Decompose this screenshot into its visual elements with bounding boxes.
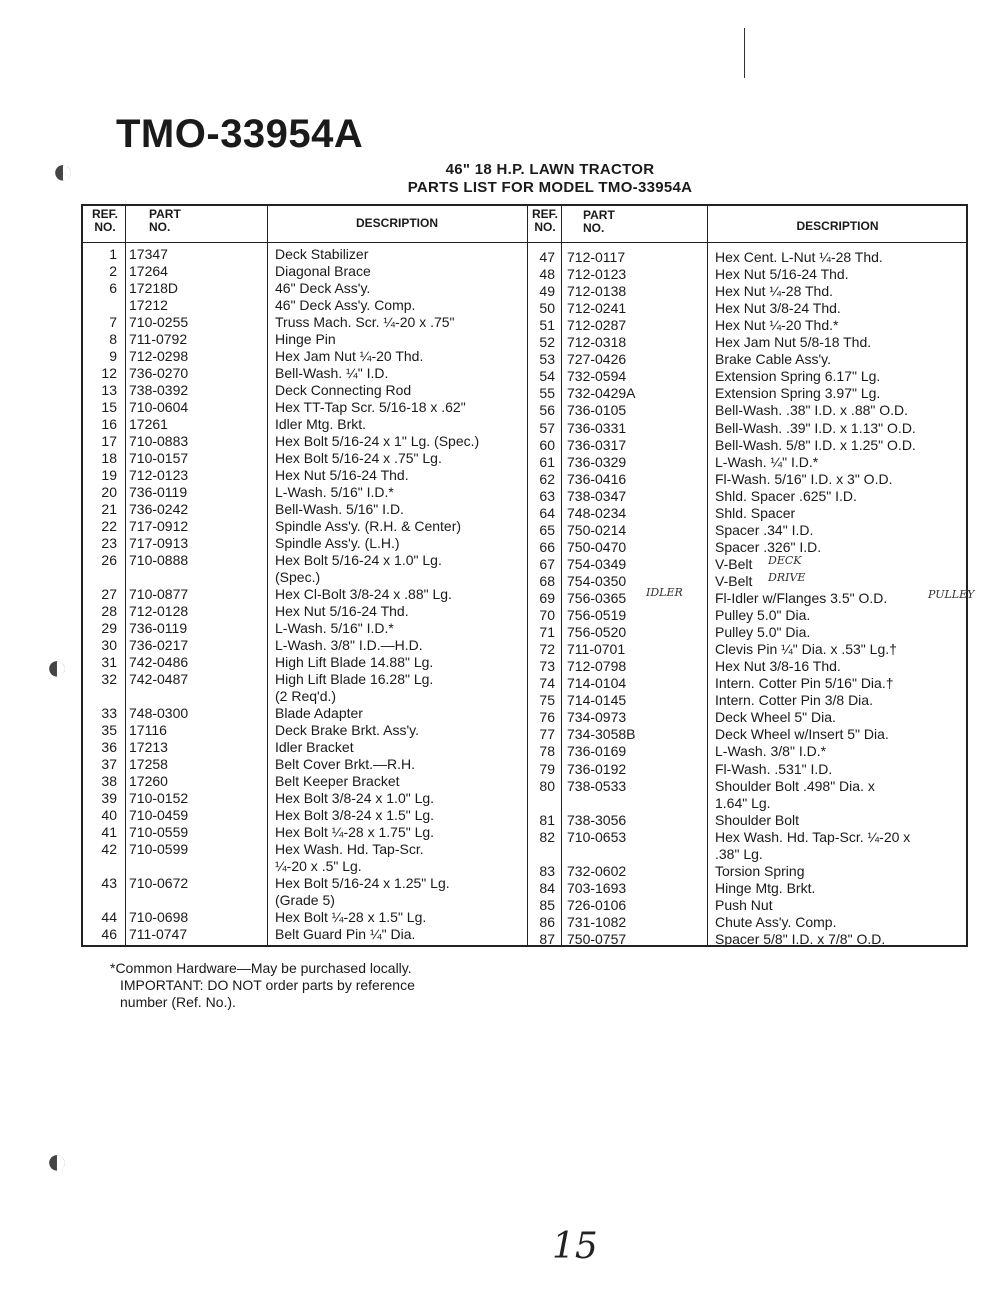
part-number: 726-0106	[567, 896, 627, 913]
ref-number: 52	[539, 334, 555, 351]
part-description: Chute Ass'y. Comp.	[715, 913, 837, 930]
part-description: Fl-Idler w/Flanges 3.5" O.D.	[715, 590, 888, 606]
part-description: Deck Connecting Rod	[275, 382, 412, 398]
header-ref-right: REF. NO.	[531, 207, 558, 234]
part-number: 17218D	[129, 280, 179, 296]
table-row	[83, 914, 963, 931]
part-number: 712-0798	[567, 658, 627, 675]
ref-number: 55	[539, 385, 555, 402]
ref-number: 15	[101, 399, 117, 415]
footnote-line: *Common Hardware—May be purchased locally.	[110, 960, 412, 976]
ref-number: 40	[101, 807, 117, 823]
part-number: 742-0486	[129, 654, 189, 670]
part-description: Idler Mtg. Brkt.	[275, 416, 367, 432]
parts-table	[81, 204, 968, 947]
part-number: 738-3056	[567, 811, 627, 828]
part-description: Belt Keeper Bracket	[275, 773, 400, 789]
table-row	[83, 675, 963, 692]
table-row	[83, 641, 963, 658]
ref-number: 19	[101, 467, 117, 483]
heading-line-1: 46" 18 H.P. LAWN TRACTOR	[445, 161, 655, 178]
part-number: 17260	[129, 773, 168, 789]
part-description: Truss Mach. Scr. ¼-20 x .75"	[275, 314, 455, 330]
part-number: 710-0698	[129, 909, 189, 925]
part-description: Hex Wash. Hd. Tap-Scr. ¼-20 x	[715, 828, 911, 845]
part-description: 1.64" Lg.	[715, 794, 771, 811]
ref-number: 67	[539, 555, 555, 572]
handwritten-page-number: 15	[552, 1226, 598, 1267]
part-description: Spindle Ass'y. (R.H. & Center)	[275, 518, 462, 534]
ref-number: 2	[109, 263, 117, 279]
ref-number: 7	[109, 314, 117, 330]
table-row	[83, 709, 963, 726]
part-description: Bell-Wash. 5/8" I.D. x 1.25" O.D.	[715, 436, 916, 453]
part-number: 756-0520	[567, 624, 627, 641]
part-description: High Lift Blade 16.28" Lg.	[275, 671, 434, 687]
ref-number: 78	[539, 743, 555, 760]
part-number: 717-0912	[129, 518, 189, 534]
table-row	[83, 863, 963, 880]
binder-hole-mark: ◐	[52, 150, 74, 191]
part-description: Push Nut	[715, 896, 773, 913]
ref-number: 21	[101, 501, 117, 517]
part-description: Fl-Wash. 5/16" I.D. x 3" O.D.	[715, 470, 893, 487]
part-number: 732-0594	[567, 368, 627, 385]
part-description: Idler Bracket	[275, 739, 354, 755]
part-number: 17212	[129, 297, 168, 313]
part-description: Diagonal Brace	[275, 263, 371, 279]
ref-number: 74	[539, 675, 555, 692]
ref-number: 71	[539, 624, 555, 641]
footnote-line: IMPORTANT: DO NOT order parts by reference	[120, 977, 415, 993]
part-number: 712-0318	[567, 334, 627, 351]
part-number: 717-0913	[129, 535, 189, 551]
ref-number: 46	[101, 926, 117, 942]
part-description: Extension Spring 6.17" Lg.	[715, 368, 881, 385]
ref-number: 9	[109, 348, 117, 364]
ref-number: 54	[539, 368, 555, 385]
part-description: Hex Bolt ¼-28 x 1.5" Lg.	[275, 909, 427, 925]
part-number: 17264	[129, 263, 168, 279]
part-number: 17213	[129, 739, 168, 755]
ref-number: 49	[539, 283, 555, 300]
ref-number: 37	[101, 756, 117, 772]
table-row	[83, 931, 963, 948]
ref-number: 77	[539, 726, 555, 743]
part-description: Hex Nut 3/8-24 Thd.	[715, 300, 841, 317]
part-number: 712-0128	[129, 603, 189, 619]
ref-number: 70	[539, 607, 555, 624]
part-description: Deck Wheel w/Insert 5" Dia.	[715, 726, 889, 743]
part-number: 17116	[129, 722, 167, 738]
ref-number: 51	[539, 317, 555, 334]
table-row	[83, 249, 963, 266]
ref-number: 81	[539, 811, 555, 828]
part-description: Hex Bolt 5/16-24 x 1.25" Lg.	[275, 875, 450, 891]
ref-number: 57	[539, 419, 555, 436]
ref-number: 39	[101, 790, 117, 806]
header-rule	[83, 242, 966, 243]
table-row	[83, 522, 963, 539]
table-row	[83, 454, 963, 471]
ref-number: 22	[101, 518, 117, 534]
part-description: Intern. Cotter Pin 3/8 Dia.	[715, 692, 873, 709]
ref-number: 60	[539, 436, 555, 453]
ref-number: 23	[101, 535, 117, 551]
ref-number: 66	[539, 538, 555, 555]
part-number: 710-0672	[129, 875, 189, 891]
ref-number: 83	[539, 862, 555, 879]
ref-number: 82	[539, 828, 555, 845]
table-row	[83, 334, 963, 351]
part-description: Belt Cover Brkt.—R.H.	[275, 756, 416, 772]
part-number: 736-0192	[567, 760, 627, 777]
table-row	[83, 743, 963, 760]
ref-number: 76	[539, 709, 555, 726]
part-number: 712-0117	[567, 249, 626, 265]
part-description: High Lift Blade 14.88" Lg.	[275, 654, 434, 670]
part-description: Brake Cable Ass'y.	[715, 351, 832, 368]
part-description: Pulley 5.0" Dia.	[715, 607, 811, 624]
part-description: Deck Brake Brkt. Ass'y.	[275, 722, 420, 738]
part-number: 736-0331	[567, 419, 627, 436]
footnotes	[110, 960, 415, 1011]
part-description: Hex Bolt 3/8-24 x 1.0" Lg.	[275, 790, 435, 806]
table-row	[83, 573, 963, 590]
part-number: 756-0519	[567, 607, 627, 624]
part-description: Hex Jam Nut ¼-20 Thd.	[275, 348, 424, 364]
part-number: 710-0599	[129, 841, 189, 857]
part-number: 736-0217	[129, 637, 189, 653]
ref-number: 85	[539, 896, 555, 913]
part-number: 750-0214	[567, 521, 627, 538]
part-number: 742-0487	[129, 671, 189, 687]
page-heading	[300, 161, 800, 197]
ref-number: 72	[539, 641, 555, 658]
ref-number: 53	[539, 351, 555, 368]
part-description: Shoulder Bolt	[715, 811, 800, 828]
ref-number: 38	[101, 773, 117, 789]
part-number: 732-0602	[567, 862, 627, 879]
handwritten-pulley: PULLEY	[928, 588, 975, 601]
ref-number: 64	[539, 504, 555, 521]
table-row	[83, 590, 963, 607]
ref-number: 69	[539, 590, 555, 606]
part-number: 732-0429A	[567, 385, 636, 402]
table-row	[83, 471, 963, 488]
part-description: Intern. Cotter Pin 5/16" Dia.†	[715, 675, 894, 692]
part-description: Spacer .34" I.D.	[715, 521, 814, 538]
handwritten-idler: IDLER	[646, 586, 683, 599]
part-number: 712-0287	[567, 317, 627, 334]
part-description: Belt Guard Pin ¼" Dia.	[275, 926, 416, 942]
part-number: 703-1693	[567, 879, 627, 896]
part-number: 712-0123	[567, 266, 627, 283]
footnote-line: number (Ref. No.).	[120, 994, 236, 1010]
part-description: Hinge Pin	[275, 331, 336, 347]
table-row	[83, 539, 963, 556]
table-row	[83, 812, 963, 829]
ref-number: 20	[101, 484, 117, 500]
table-row	[83, 437, 963, 454]
ref-number: 48	[539, 266, 555, 283]
header-part-left: PART NO.	[149, 207, 181, 234]
table-row	[83, 692, 963, 709]
part-description: Hex Nut 5/16-24 Thd.	[275, 467, 409, 483]
table-row	[83, 829, 963, 846]
part-description: V-Belt	[715, 555, 753, 572]
table-row	[83, 505, 963, 522]
ref-number: 73	[539, 658, 555, 675]
part-description: L-Wash. 3/8" I.D.—H.D.	[275, 637, 423, 653]
part-description: Hex Bolt ¼-28 x 1.75" Lg.	[275, 824, 435, 840]
part-description: Hex Bolt 5/16-24 x 1" Lg. (Spec.)	[275, 433, 480, 449]
ref-number: 8	[109, 331, 117, 347]
part-description: Hex Nut 3/8-16 Thd.	[715, 658, 841, 675]
part-description: Hex Nut ¼-28 Thd.	[715, 283, 834, 300]
part-number: 17258	[129, 756, 168, 772]
ref-number: 75	[539, 692, 555, 709]
header-ref-left: REF. NO.	[91, 207, 118, 234]
ref-number: 63	[539, 487, 555, 504]
ref-number: 62	[539, 470, 555, 487]
ref-number: 12	[101, 365, 117, 381]
table-row	[83, 488, 963, 505]
part-number: 736-0119	[129, 484, 188, 500]
table-row	[83, 385, 963, 402]
document-id: TMO-33954A	[116, 112, 364, 156]
part-number: 738-0392	[129, 382, 189, 398]
part-number: 710-0653	[567, 828, 627, 845]
part-number: 710-0877	[129, 586, 189, 602]
part-number: 711-0792	[129, 331, 188, 347]
part-description: Shld. Spacer	[715, 504, 796, 521]
table-row	[83, 897, 963, 914]
part-number: 712-0123	[129, 467, 189, 483]
part-number: 756-0365	[567, 590, 627, 606]
part-number: 17347	[129, 246, 168, 262]
ref-number: 42	[101, 841, 117, 857]
part-number: 712-0138	[567, 283, 627, 300]
part-number: 711-0701	[567, 641, 626, 658]
ref-number: 28	[101, 603, 117, 619]
part-number: 727-0426	[567, 351, 627, 368]
table-row	[83, 368, 963, 385]
part-description: Torsion Spring	[715, 862, 805, 879]
ref-number: 30	[101, 637, 117, 653]
part-description: Bell-Wash. .39" I.D. x 1.13" O.D.	[715, 419, 916, 436]
handwritten-drive: DRIVE	[768, 571, 806, 584]
part-description: Deck Stabilizer	[275, 246, 369, 262]
part-description: Clevis Pin ¼" Dia. x .53" Lg.†	[715, 641, 897, 658]
part-description: Bell-Wash. 5/16" I.D.	[275, 501, 404, 517]
part-number: 738-0533	[567, 777, 627, 794]
part-number: 712-0298	[129, 348, 189, 364]
part-number: 710-0883	[129, 433, 189, 449]
header-part-right: PART NO.	[583, 208, 615, 235]
part-description: (Grade 5)	[275, 892, 335, 908]
part-number: 710-0152	[129, 790, 189, 806]
part-description: Hex Cl-Bolt 3/8-24 x .88" Lg.	[275, 586, 452, 602]
ref-number: 84	[539, 879, 555, 896]
part-number: 748-0300	[129, 705, 189, 721]
part-description: Hex TT-Tap Scr. 5/16-18 x .62"	[275, 399, 466, 415]
ref-number: 6	[109, 280, 117, 296]
part-description: Blade Adapter	[275, 705, 363, 721]
part-number: 736-0317	[567, 436, 627, 453]
part-number: 710-0255	[129, 314, 189, 330]
part-number: 734-3058B	[567, 726, 636, 743]
part-number: 736-0329	[567, 453, 627, 470]
part-description: (Spec.)	[275, 569, 321, 585]
ref-number: 31	[101, 654, 117, 670]
part-description: Hex Nut 5/16-24 Thd.	[715, 266, 849, 283]
ref-number: 44	[101, 909, 117, 925]
ref-number: 17	[101, 433, 117, 449]
binder-hole-mark: ◐	[46, 646, 68, 687]
table-row	[83, 846, 963, 863]
ref-number: 41	[101, 824, 117, 840]
table-row	[83, 624, 963, 641]
ref-number: 50	[539, 300, 555, 317]
part-number: 734-0973	[567, 709, 627, 726]
ref-number: 27	[101, 586, 117, 602]
part-description: Hex Bolt 3/8-24 x 1.5" Lg.	[275, 807, 435, 823]
part-description: Fl-Wash. .531" I.D.	[715, 760, 833, 777]
part-description: 46" Deck Ass'y. Comp.	[275, 297, 416, 313]
part-number: 754-0349	[567, 555, 627, 572]
part-description: Shoulder Bolt .498" Dia. x	[715, 777, 875, 794]
part-description: Spacer 5/8" I.D. x 7/8" O.D.	[715, 931, 886, 947]
table-row	[83, 880, 963, 897]
ref-number: 61	[539, 453, 555, 470]
part-number: 754-0350	[567, 572, 627, 589]
table-row	[83, 726, 963, 743]
part-description: V-Belt	[715, 572, 753, 589]
part-number: 710-0459	[129, 807, 189, 823]
table-row	[83, 300, 963, 317]
part-number: 731-1082	[567, 913, 627, 930]
part-description: Hinge Mtg. Brkt.	[715, 879, 816, 896]
part-description: Spacer .326" I.D.	[715, 538, 822, 555]
ref-number: 86	[539, 913, 555, 930]
part-description: L-Wash. 3/8" I.D.*	[715, 743, 827, 760]
ref-number: 87	[539, 931, 555, 947]
part-number: 710-0888	[129, 552, 189, 568]
part-number: 750-0470	[567, 538, 627, 555]
table-row	[83, 607, 963, 624]
ref-number: 65	[539, 521, 555, 538]
ref-number: 13	[101, 382, 117, 398]
ref-number: 47	[539, 249, 555, 265]
ref-number: 1	[109, 246, 117, 262]
ref-number: 35	[101, 722, 117, 738]
ref-number: 18	[101, 450, 117, 466]
part-number: 736-0270	[129, 365, 189, 381]
ref-number: 36	[101, 739, 117, 755]
ref-number: 29	[101, 620, 117, 636]
ref-number: 68	[539, 572, 555, 589]
ref-number: 80	[539, 777, 555, 794]
binder-hole-mark: ◐	[46, 1140, 68, 1181]
part-description: (2 Req'd.)	[275, 688, 337, 704]
ref-number: 32	[101, 671, 117, 687]
part-description: Hex Nut 5/16-24 Thd.	[275, 603, 409, 619]
table-row	[83, 761, 963, 778]
header-desc-right: DESCRIPTION	[796, 219, 879, 233]
part-description: Hex Cent. L-Nut ¼-28 Thd.	[715, 249, 883, 265]
part-description: 46" Deck Ass'y.	[275, 280, 371, 296]
table-row	[83, 420, 963, 437]
part-number: 712-0241	[567, 300, 627, 317]
table-row	[83, 778, 963, 795]
part-description: L-Wash. 5/16" I.D.*	[275, 484, 394, 500]
scan-mark	[744, 28, 745, 78]
part-description: Spindle Ass'y. (L.H.)	[275, 535, 400, 551]
table-row	[83, 283, 963, 300]
table-row	[83, 402, 963, 419]
table-row	[83, 556, 963, 573]
ref-number: 26	[101, 552, 117, 568]
part-description: Pulley 5.0" Dia.	[715, 624, 811, 641]
part-number: 736-0242	[129, 501, 189, 517]
part-number: 710-0604	[129, 399, 189, 415]
part-description: Hex Wash. Hd. Tap-Scr.	[275, 841, 424, 857]
part-description: Deck Wheel 5" Dia.	[715, 709, 836, 726]
ref-number: 43	[101, 875, 117, 891]
part-description: .38" Lg.	[715, 845, 763, 862]
table-row	[83, 795, 963, 812]
part-number: 736-0416	[567, 470, 627, 487]
part-description: ¼-20 x .5" Lg.	[275, 858, 362, 874]
part-description: L-Wash. 5/16" I.D.*	[275, 620, 394, 636]
ref-number: 56	[539, 402, 555, 419]
part-description: Hex Bolt 5/16-24 x .75" Lg.	[275, 450, 442, 466]
heading-line-2: PARTS LIST FOR MODEL TMO-33954A	[407, 179, 693, 196]
part-number: 738-0347	[567, 487, 627, 504]
part-number: 748-0234	[567, 504, 627, 521]
part-number: 736-0169	[567, 743, 627, 760]
part-description: Shld. Spacer .625" I.D.	[715, 487, 857, 504]
table-row	[83, 351, 963, 368]
part-number: 714-0104	[567, 675, 627, 692]
part-description: Hex Jam Nut 5/8-18 Thd.	[715, 334, 872, 351]
table-row	[83, 658, 963, 675]
part-description: L-Wash. ¼" I.D.*	[715, 453, 819, 470]
part-number: 736-0119	[129, 620, 188, 636]
part-description: Extension Spring 3.97" Lg.	[715, 385, 881, 402]
table-row	[83, 266, 963, 283]
ref-number: 33	[101, 705, 117, 721]
part-number: 714-0145	[567, 692, 627, 709]
part-description: Bell-Wash. ¼" I.D.	[275, 365, 389, 381]
part-number: 711-0747	[129, 926, 188, 942]
ref-number: 79	[539, 760, 555, 777]
part-number: 17261	[129, 416, 168, 432]
ref-number: 16	[101, 416, 117, 432]
part-description: Bell-Wash. .38" I.D. x .88" O.D.	[715, 402, 909, 419]
part-number: 750-0757	[567, 931, 627, 947]
part-number: 710-0559	[129, 824, 189, 840]
part-number: 710-0157	[129, 450, 189, 466]
part-number: 736-0105	[567, 402, 627, 419]
header-desc-left: DESCRIPTION	[355, 216, 438, 230]
table-row	[83, 317, 963, 334]
part-description: Hex Nut ¼-20 Thd.*	[715, 317, 839, 334]
part-description: Hex Bolt 5/16-24 x 1.0" Lg.	[275, 552, 442, 568]
handwritten-deck: DECK	[768, 554, 802, 567]
